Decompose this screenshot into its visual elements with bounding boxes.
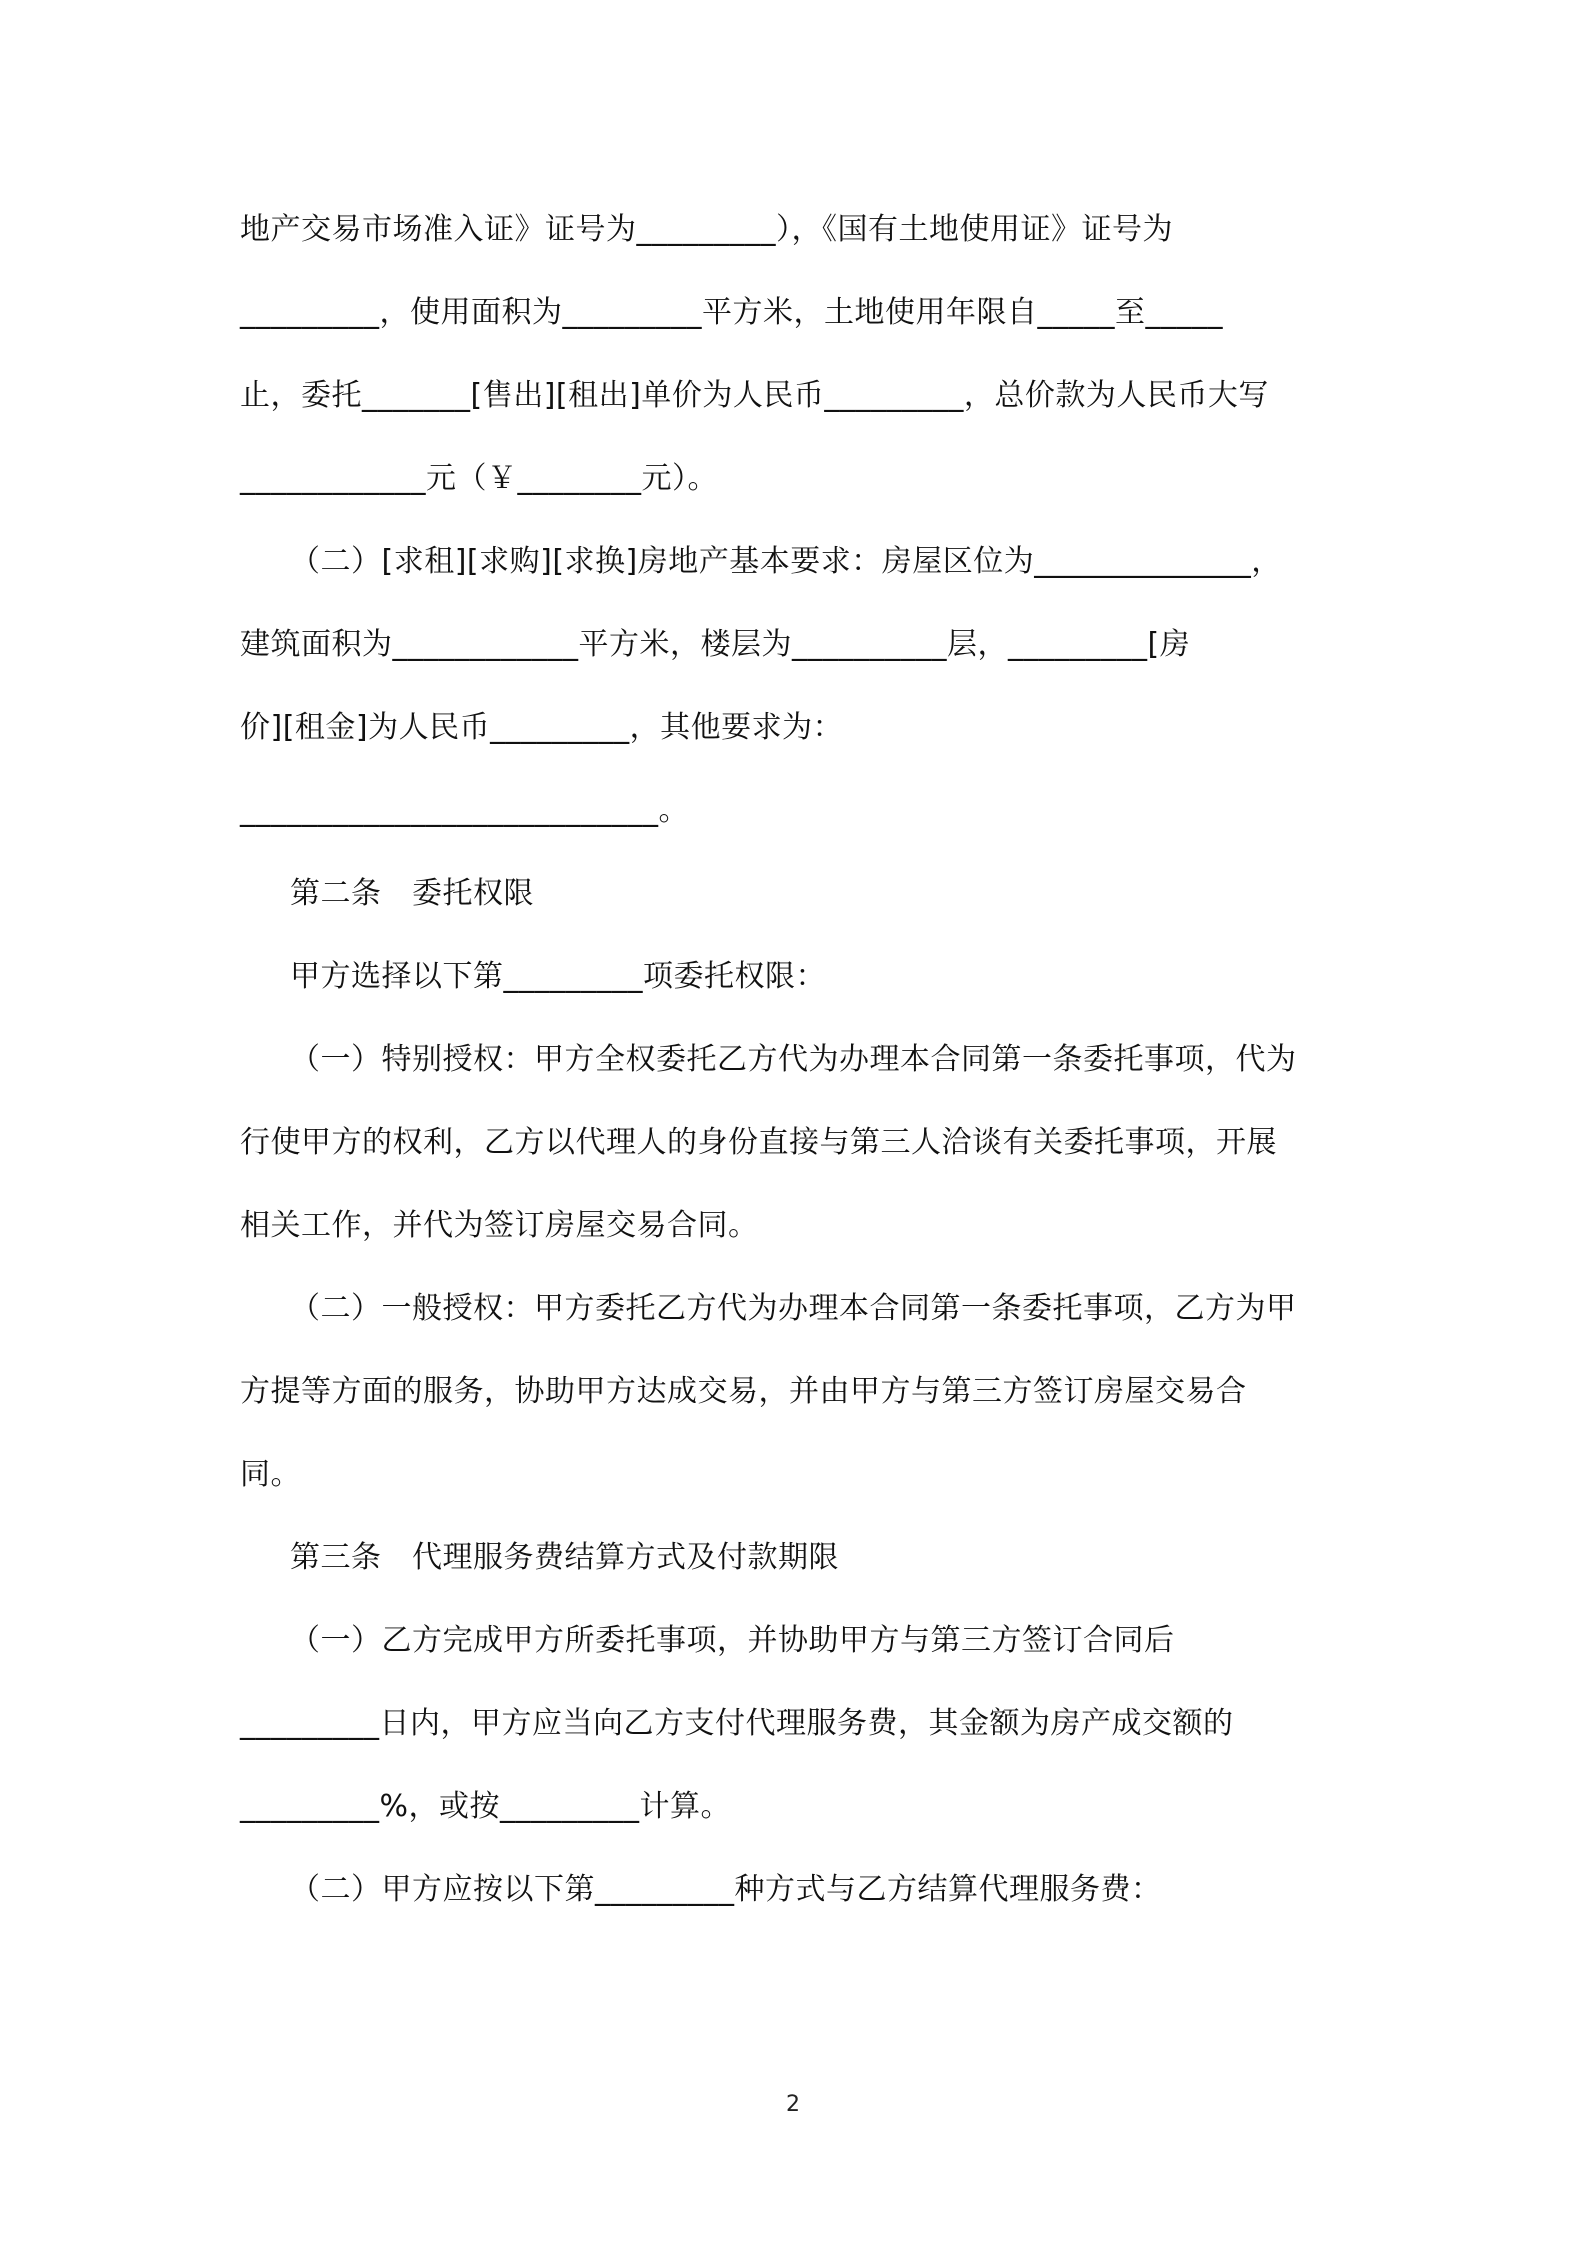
text-line: 止，委托_______[售出][租出]单价为人民币_________，总价款为人民币大写	[240, 378, 1269, 413]
text-line: 建筑面积为____________平方米，楼层为__________层，_________[房	[240, 627, 1191, 662]
text-line: （一）特别授权：甲方全权委托乙方代为办理本合同第一条委托事项，代为	[290, 1042, 1297, 1077]
text-line: （二）[求租][求购][求换]房地产基本要求：房屋区位为______________，	[290, 544, 1282, 579]
text-line: 地产交易市场准入证》证号为_________），《国有土地使用证》证号为	[240, 212, 1173, 247]
text-line: _________，使用面积为_________平方米，土地使用年限自_____至_____	[240, 295, 1223, 330]
section-heading: 第二条 委托权限	[290, 876, 534, 911]
text-line: （一）乙方完成甲方所委托事项，并协助甲方与第三方签订合同后	[290, 1623, 1175, 1658]
text-line: （二）甲方应按以下第_________种方式与乙方结算代理服务费：	[290, 1872, 1162, 1907]
text-line: 相关工作，并代为签订房屋交易合同。	[240, 1208, 759, 1243]
text-line: 方提等方面的服务，协助甲方达成交易，并由甲方与第三方签订房屋交易合	[240, 1374, 1247, 1409]
text-line: 行使甲方的权利，乙方以代理人的身份直接与第三人洽谈有关委托事项，开展	[240, 1125, 1277, 1160]
text-line: 甲方选择以下第_________项委托权限：	[290, 959, 826, 994]
text-line: 同。	[240, 1457, 301, 1492]
text-line: 价][租金]为人民币_________，其他要求为：	[240, 710, 844, 745]
section-heading: 第三条 代理服务费结算方式及付款期限	[290, 1540, 839, 1575]
text-line: （二）一般授权：甲方委托乙方代为办理本合同第一条委托事项，乙方为甲	[290, 1291, 1297, 1326]
page-number: 2	[786, 2092, 800, 2117]
text-line: _________日内，甲方应当向乙方支付代理服务费，其金额为房产成交额的	[240, 1706, 1234, 1741]
text-line: _________%，或按_________计算。	[240, 1789, 732, 1824]
text-line: ____________元（￥________元）。	[240, 461, 718, 496]
text-line: ___________________________。	[240, 793, 689, 828]
